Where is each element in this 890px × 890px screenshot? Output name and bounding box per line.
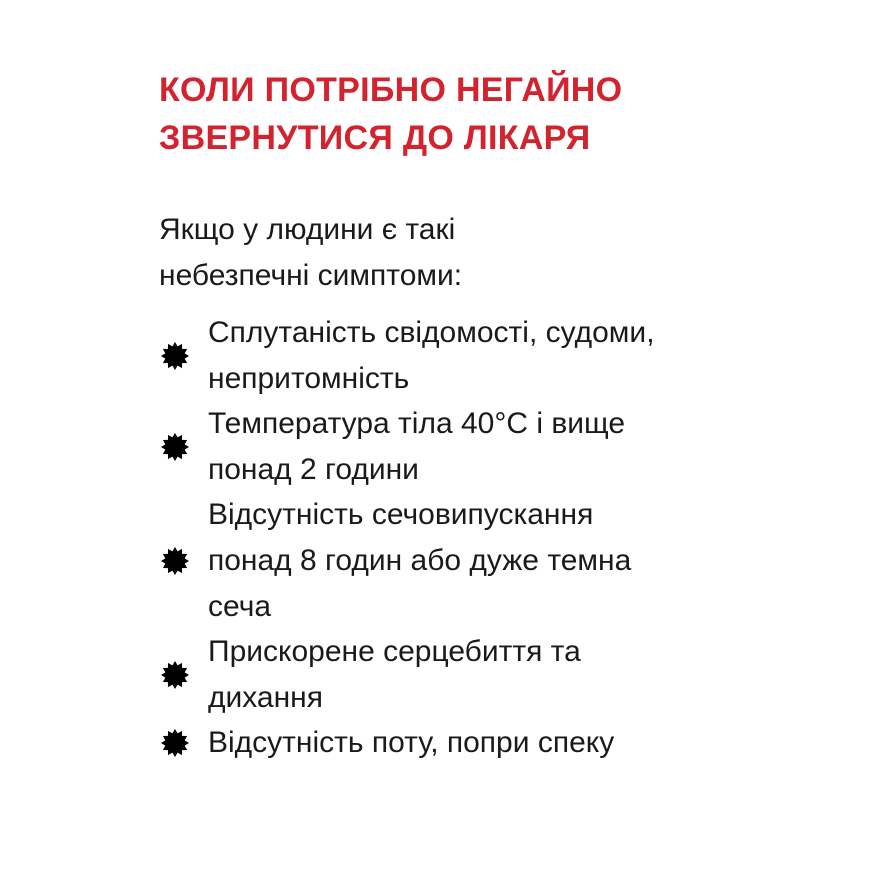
symptom-item [159, 310, 799, 402]
intro-line-2: небезпечні симптоми: [159, 259, 463, 292]
symptom-line: Відсутність поту, попри спеку [208, 726, 615, 759]
symptom-line: Температура тіла 40°C і вище [208, 407, 626, 440]
symptom-line: сеча [208, 590, 272, 623]
title-line-1: КОЛИ ПОТРІБНО НЕГАЙНО [159, 71, 623, 109]
symptom-item [159, 720, 799, 766]
symptom-text [208, 629, 581, 721]
symptom-item [159, 629, 799, 721]
starburst-bullet-icon [159, 431, 191, 463]
symptom-text [208, 492, 631, 630]
page-title [159, 66, 779, 162]
symptom-line: понад 2 години [208, 453, 419, 486]
symptom-line: дихання [208, 681, 323, 714]
starburst-bullet-icon [159, 340, 191, 372]
symptom-line: Прискорене серцебиття та [208, 635, 581, 668]
title-line-2: ЗВЕРНУТИСЯ ДО ЛІКАРЯ [159, 119, 591, 157]
symptom-list [159, 310, 799, 765]
symptom-line: непритомність [208, 362, 410, 395]
intro-line-1: Якщо у людини є такі [159, 213, 456, 246]
symptom-line: Відсутність сечовипускання [208, 498, 594, 531]
symptom-line: понад 8 годин або дуже темна [208, 544, 632, 577]
symptom-text [208, 720, 614, 766]
intro-text [159, 207, 759, 299]
symptom-item [159, 401, 799, 493]
starburst-bullet-icon [159, 727, 191, 759]
symptom-line: Сплутаність свідомості, судоми, [208, 316, 655, 349]
starburst-bullet-icon [159, 545, 191, 577]
symptom-text [208, 401, 625, 493]
starburst-bullet-icon [159, 659, 191, 691]
symptom-item [159, 492, 799, 630]
symptom-text [208, 310, 655, 402]
